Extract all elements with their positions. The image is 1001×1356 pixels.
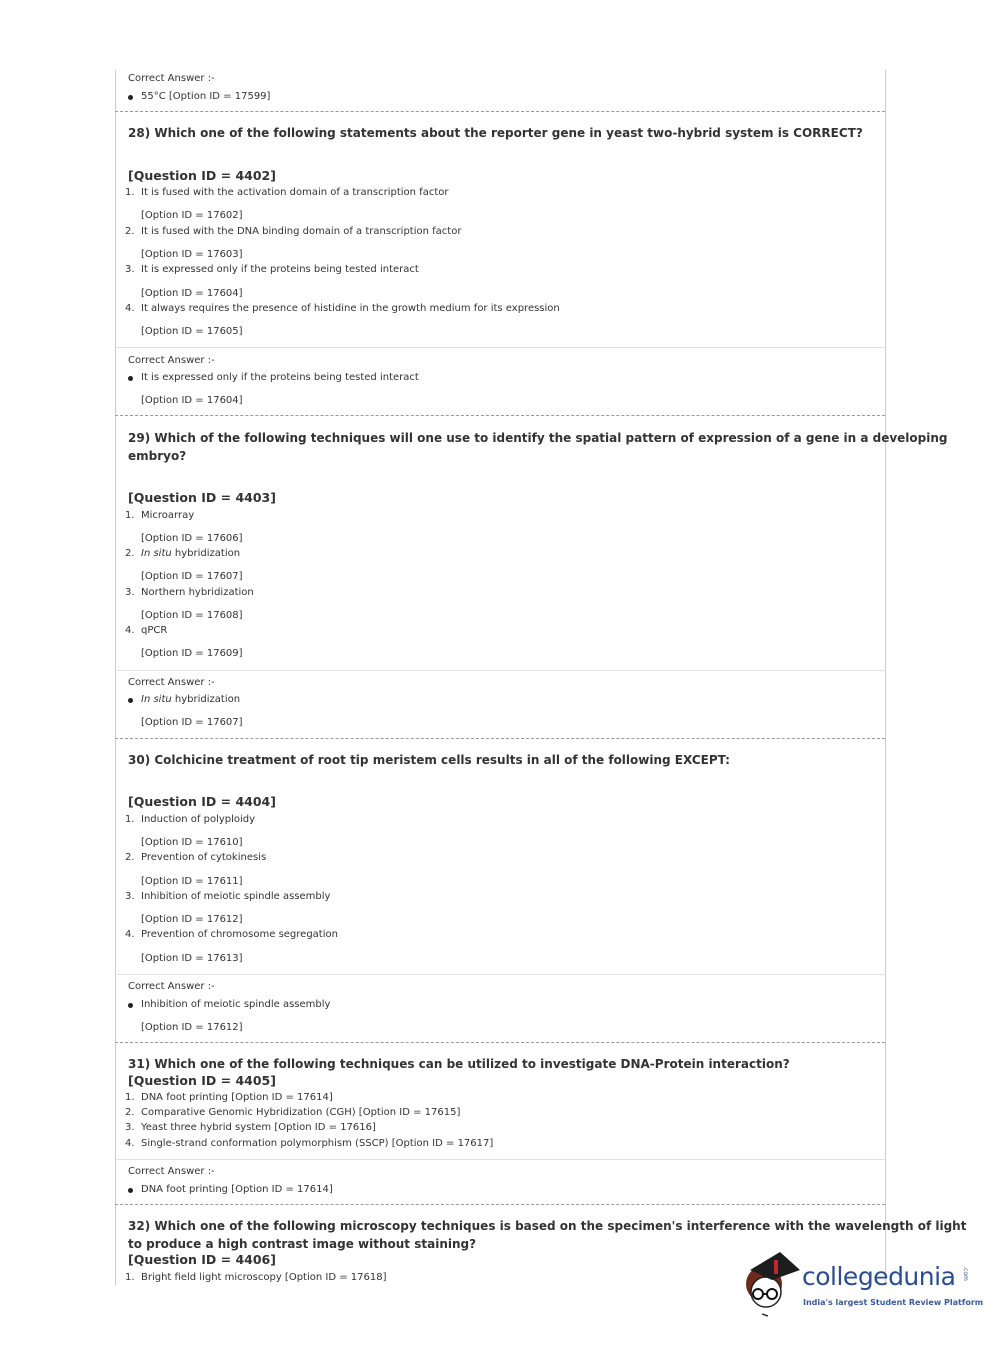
separator: [115, 974, 885, 975]
bullet: [128, 376, 133, 381]
option-id: [Option ID = 17606]: [141, 533, 243, 544]
option-num: 1.: [125, 1092, 135, 1103]
option-text: In situ hybridization: [141, 548, 241, 559]
divider: [115, 111, 885, 112]
option-id: [Option ID = 17603]: [141, 249, 243, 260]
option-id: [Option ID = 17609]: [141, 648, 243, 659]
option-text: It is fused with the DNA binding domain of a transcription factor: [141, 226, 462, 237]
option-num: 2.: [125, 226, 135, 237]
question-32: 32) Which one of the following microscopy techniques is based on the specimen's interference with the wavelength of light: [128, 1219, 967, 1233]
option-text: It is expressed only if the proteins being tested interact: [141, 264, 419, 275]
divider: [115, 738, 885, 739]
option-num: 1.: [125, 1272, 135, 1283]
option-num: 4.: [125, 303, 135, 314]
question-28: 28) Which one of the following statements about the reporter gene in yeast two-hybrid system is CORRECT?: [128, 126, 863, 140]
logo-com: .com: [961, 1266, 969, 1281]
option-num: 2.: [125, 852, 135, 863]
separator: [115, 347, 885, 348]
question-29: 29) Which of the following techniques will one use to identify the spatial pattern of expression of a gene in a developing: [128, 431, 948, 445]
option-id: [Option ID = 17610]: [141, 837, 243, 848]
question-32-cont: to produce a high contrast image without staining?: [128, 1237, 477, 1251]
question-id: [Question ID = 4404]: [128, 794, 276, 809]
divider: [115, 1042, 885, 1043]
option-id: [Option ID = 17604]: [141, 288, 243, 299]
option-text: Induction of polyploidy: [141, 814, 256, 825]
option-text: It always requires the presence of histidine in the growth medium for its expression: [141, 303, 560, 314]
option-text: Microarray: [141, 510, 195, 521]
italic-term: In situ: [141, 694, 172, 705]
question-31: 31) Which one of the following techniques can be utilized to investigate DNA-Protein interaction?: [128, 1057, 790, 1071]
option-num: 1.: [125, 510, 135, 521]
option-num: 3.: [125, 1122, 135, 1133]
option-num: 4.: [125, 1138, 135, 1149]
correct-answer-label: Correct Answer :-: [128, 73, 215, 84]
option-text: qPCR: [141, 625, 168, 636]
correct-answer-id: [Option ID = 17607]: [141, 717, 243, 728]
question-id: [Question ID = 4406]: [128, 1252, 276, 1267]
option-id: [Option ID = 17613]: [141, 953, 243, 964]
option-id: [Option ID = 17611]: [141, 876, 243, 887]
option-num: 3.: [125, 891, 135, 902]
option-num: 3.: [125, 587, 135, 598]
option-num: 2.: [125, 1107, 135, 1118]
option-text: Single-strand conformation polymorphism (SSCP) [Option ID = 17617]: [141, 1138, 494, 1149]
option-num: 2.: [125, 548, 135, 559]
option-text: Comparative Genomic Hybridization (CGH) [Option ID = 17615]: [141, 1107, 461, 1118]
logo-tagline: India's largest Student Review Platform: [803, 1298, 984, 1307]
correct-answer-id: [Option ID = 17604]: [141, 395, 243, 406]
correct-answer: Inhibition of meiotic spindle assembly: [141, 999, 331, 1010]
option-text: DNA foot printing [Option ID = 17614]: [141, 1092, 333, 1103]
option-text: Prevention of chromosome segregation: [141, 929, 338, 940]
option-text: Yeast three hybrid system [Option ID = 17616]: [141, 1122, 376, 1133]
question-30: 30) Colchicine treatment of root tip meristem cells results in all of the following EXCEPT:: [128, 753, 730, 767]
separator: [115, 1159, 885, 1160]
option-num: 3.: [125, 264, 135, 275]
collegedunia-logo: collegedunia: [802, 1262, 956, 1291]
correct-answer-label: Correct Answer :-: [128, 677, 215, 688]
italic-term: In situ: [141, 548, 172, 559]
correct-answer: In situ hybridization: [141, 694, 241, 705]
option-text: Prevention of cytokinesis: [141, 852, 267, 863]
correct-answer: DNA foot printing [Option ID = 17614]: [141, 1184, 333, 1195]
correct-answer-label: Correct Answer :-: [128, 981, 215, 992]
option-text: Bright field light microscopy [Option ID = 17618]: [141, 1272, 387, 1283]
option-num: 4.: [125, 625, 135, 636]
option-num: 1.: [125, 187, 135, 198]
divider: [115, 1204, 885, 1205]
bullet: [128, 1003, 133, 1008]
option-id: [Option ID = 17607]: [141, 571, 243, 582]
option-id: [Option ID = 17602]: [141, 210, 243, 221]
bullet: [128, 698, 133, 703]
option-num: 1.: [125, 814, 135, 825]
option-text: Northern hybridization: [141, 587, 254, 598]
option-text: Inhibition of meiotic spindle assembly: [141, 891, 331, 902]
correct-answer-label: Correct Answer :-: [128, 355, 215, 366]
question-29-cont: embryo?: [128, 449, 187, 463]
option-text: It is fused with the activation domain of a transcription factor: [141, 187, 449, 198]
correct-answer: It is expressed only if the proteins being tested interact: [141, 372, 419, 383]
correct-answer-label: Correct Answer :-: [128, 1166, 215, 1177]
question-id: [Question ID = 4405]: [128, 1073, 276, 1088]
bullet: [128, 1188, 133, 1193]
question-id: [Question ID = 4402]: [128, 168, 276, 183]
bullet: [128, 95, 133, 100]
correct-answer-id: [Option ID = 17612]: [141, 1022, 243, 1033]
option-id: [Option ID = 17608]: [141, 610, 243, 621]
question-id: [Question ID = 4403]: [128, 490, 276, 505]
separator: [115, 670, 885, 671]
correct-answer: 55°C [Option ID = 17599]: [141, 91, 271, 102]
option-id: [Option ID = 17605]: [141, 326, 243, 337]
option-num: 4.: [125, 929, 135, 940]
divider: [115, 415, 885, 416]
option-id: [Option ID = 17612]: [141, 914, 243, 925]
